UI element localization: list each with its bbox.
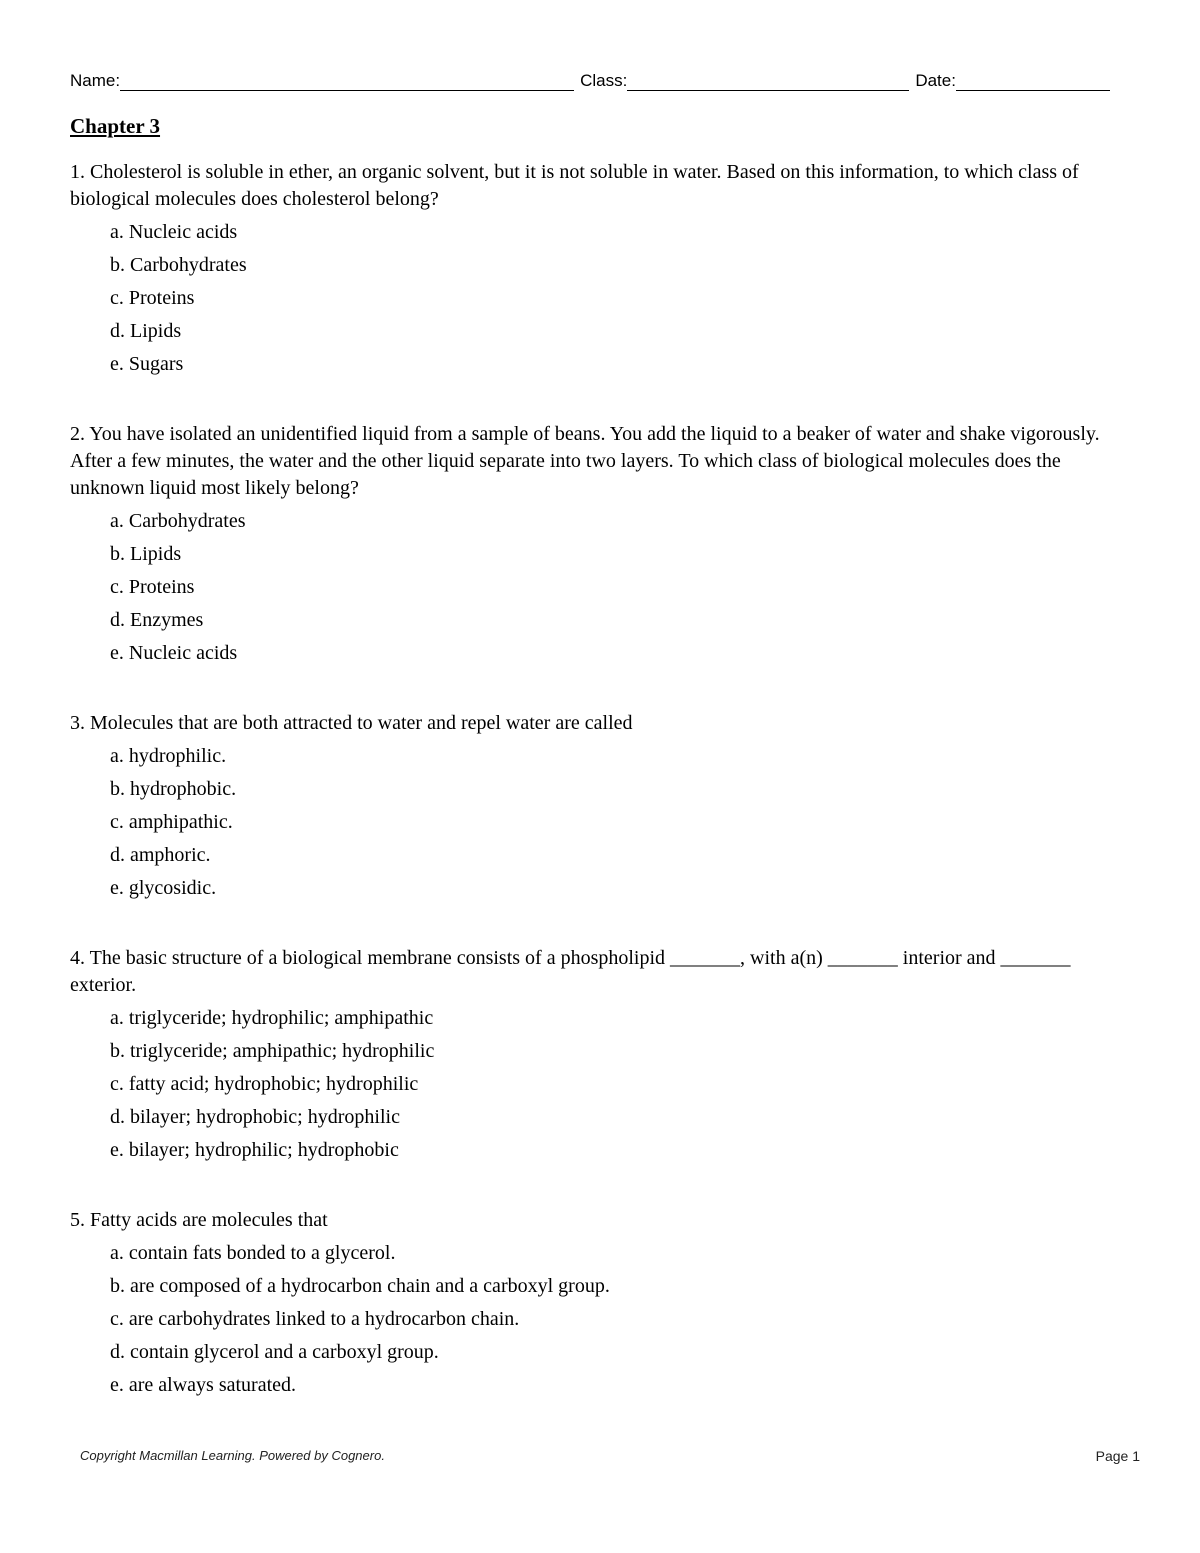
answer-options — [70, 1237, 1135, 1402]
question-stem: 5. Fatty acids are molecules that — [70, 1209, 328, 1231]
answer-option: b. Carbohydrates — [110, 254, 247, 276]
answer-option: b. triglyceride; amphipathic; hydrophilic — [110, 1040, 435, 1062]
answer-option: b. Lipids — [110, 543, 182, 565]
answer-option: a. Nucleic acids — [110, 221, 238, 243]
date-field-group — [915, 70, 1110, 91]
question-1 — [70, 159, 1135, 381]
answer-option: c. Proteins — [110, 576, 195, 598]
answer-option: d. bilayer; hydrophobic; hydrophilic — [110, 1106, 400, 1128]
chapter-title: Chapter 3 — [70, 114, 161, 138]
date-blank-line — [956, 70, 1110, 91]
answer-option: e. Nucleic acids — [110, 642, 238, 664]
answer-option: e. Sugars — [110, 353, 184, 375]
answer-option: c. amphipathic. — [110, 811, 233, 833]
answer-option: d. amphoric. — [110, 844, 211, 866]
answer-option: c. fatty acid; hydrophobic; hydrophilic — [110, 1073, 419, 1095]
question-stem: 3. Molecules that are both attracted to water and repel water are called — [70, 712, 633, 734]
question-2 — [70, 421, 1135, 670]
answer-option: c. Proteins — [110, 287, 195, 309]
question-stem: 1. Cholesterol is soluble in ether, an organic solvent, but it is not soluble in water. Based on this information, to which class of biological molecules does cholesterol belong? — [70, 161, 1079, 210]
answer-option: a. contain fats bonded to a glycerol. — [110, 1242, 396, 1264]
date-label: Date: — [915, 71, 956, 90]
answer-option: a. hydrophilic. — [110, 745, 227, 767]
answer-options — [70, 740, 1135, 905]
answer-option: d. Lipids — [110, 320, 182, 342]
question-4 — [70, 945, 1135, 1167]
answer-options — [70, 1002, 1135, 1167]
copyright-notice: Copyright Macmillan Learning. Powered by Cognero. — [80, 1448, 385, 1463]
answer-option: e. bilayer; hydrophilic; hydrophobic — [110, 1139, 399, 1161]
answer-option: e. are always saturated. — [110, 1374, 297, 1396]
name-label: Name: — [70, 71, 121, 90]
name-field-group — [70, 70, 574, 91]
answer-option: a. triglyceride; hydrophilic; amphipathic — [110, 1007, 434, 1029]
class-label: Class: — [580, 71, 628, 90]
answer-option: a. Carbohydrates — [110, 510, 246, 532]
question-3 — [70, 710, 1135, 905]
answer-options — [70, 505, 1135, 670]
answer-option: d. contain glycerol and a carboxyl group. — [110, 1341, 439, 1363]
answer-option: d. Enzymes — [110, 609, 204, 631]
answer-option: e. glycosidic. — [110, 877, 217, 899]
question-stem: 2. You have isolated an unidentified liquid from a sample of beans. You add the liquid to a beaker of water and shake vigorously. After a few minutes, the water and the other liquid separate into two layers. To which class of biological molecules does the unknown liquid most likely belong? — [70, 423, 1100, 499]
class-blank-line — [627, 70, 909, 91]
class-field-group — [580, 70, 909, 91]
answer-options — [70, 216, 1135, 381]
page-number: Page 1 — [1095, 1448, 1140, 1464]
answer-option: c. are carbohydrates linked to a hydrocarbon chain. — [110, 1308, 520, 1330]
name-blank-line — [120, 70, 574, 91]
answer-option: b. hydrophobic. — [110, 778, 237, 800]
student-info-header — [70, 70, 1130, 91]
question-stem: 4. The basic structure of a biological membrane consists of a phospholipid _______, with a(n) _______ interior and _______ exterior. — [70, 947, 1071, 996]
answer-option: b. are composed of a hydrocarbon chain and a carboxyl group. — [110, 1275, 610, 1297]
question-5 — [70, 1207, 1135, 1402]
